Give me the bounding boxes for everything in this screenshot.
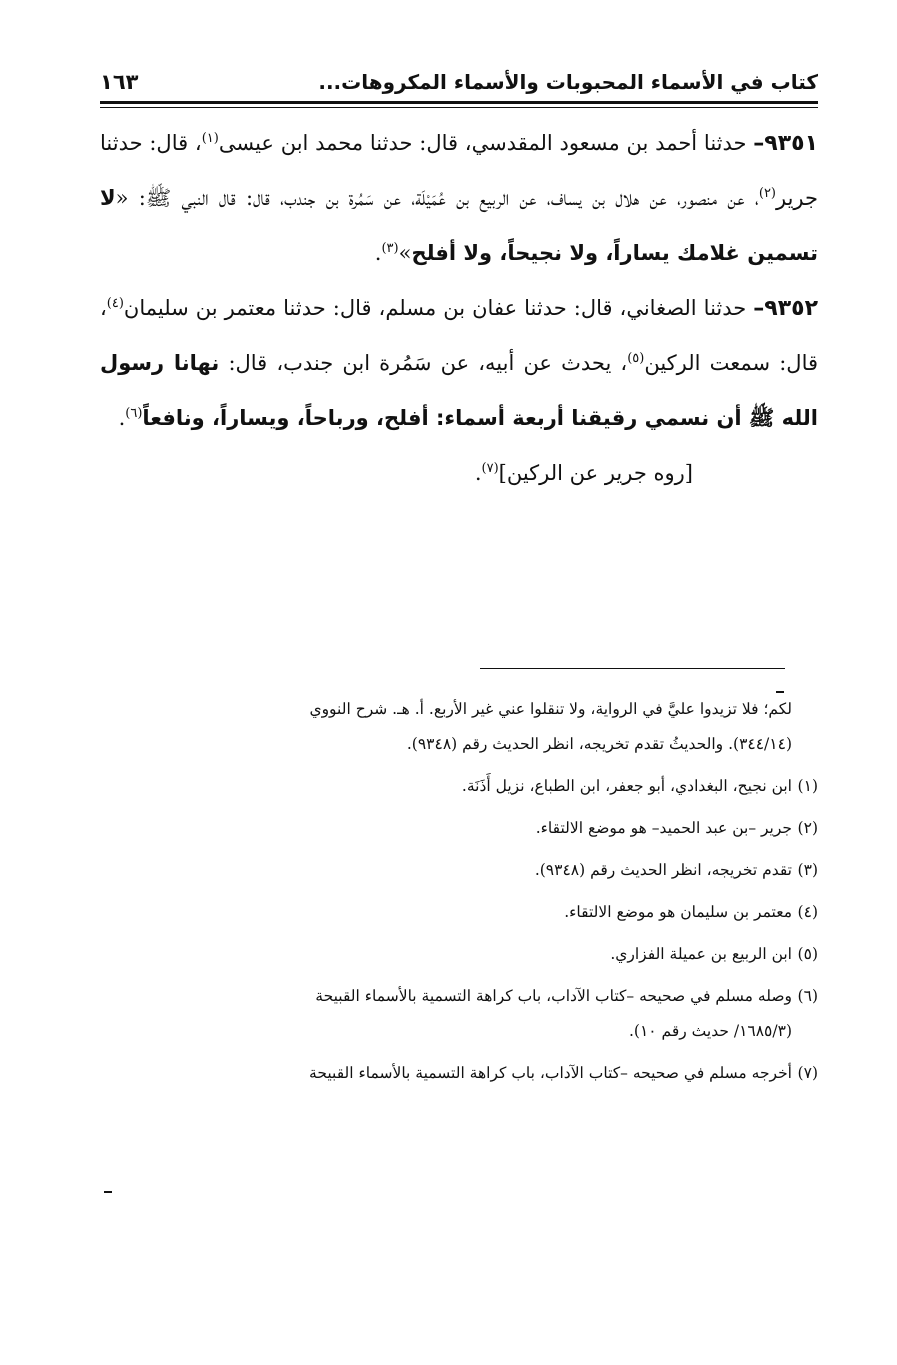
narration-note [100, 446, 818, 501]
hadith-end: . [374, 241, 382, 265]
hadith-text: ، عن منصور، عن هلال بن يساف، عن الربيع بن عُمَيْلَة، عن سَمُرة بن جندب، قال: قال النبي ﷺ: « [115, 186, 759, 210]
footnote-number: (٦) [797, 987, 818, 1005]
hadith-text: حدثنا الصغاني، قال: حدثنا عفان بن مسلم، قال: حدثنا معتمر بن سليمان [123, 296, 754, 320]
footnote-ref: (٥) [627, 351, 645, 366]
narration-end: . [474, 461, 482, 485]
hadith-text: » [398, 241, 412, 265]
footnote-carryover [100, 692, 818, 762]
prophetic-saying: لا تسمين غلامك يساراً، ولا نجيحاً، ولا أفلح [100, 186, 818, 265]
hadith-text: ، قال: حدثنا جرير [100, 131, 818, 210]
footnote-text: جرير –بن عبد الحميد– هو موضع الالتقاء. [535, 819, 792, 837]
footnote-text: تقدم تخريجه، انظر الحديث رقم (٩٣٤٨). [534, 861, 792, 879]
footnote-number: (٧) [797, 1064, 818, 1082]
footnote-number: (٣) [797, 861, 818, 879]
continuation-mark [104, 1191, 112, 1193]
footnote-2 [100, 811, 818, 846]
footnote-separator [480, 668, 785, 669]
footnotes [100, 692, 818, 1098]
footnote-continuation: (١٦٨٥/٣/ حديث رقم ١٠). [628, 1022, 792, 1040]
footnote-6 [100, 979, 818, 1049]
footnote-ref: (٦) [125, 406, 143, 421]
hadith-9351 [100, 116, 818, 281]
hadith-text: حدثنا أحمد بن مسعود المقدسي، قال: حدثنا محمد ابن عيسى [218, 131, 754, 155]
footnote-text: معتمر بن سليمان هو موضع الالتقاء. [564, 903, 792, 921]
footnote-5 [100, 937, 818, 972]
footnote-ref: (١) [201, 131, 219, 146]
footnote-3 [100, 853, 818, 888]
footnote-ref: (٣) [381, 241, 399, 256]
carryover-line: لكم؛ فلا تزيدوا عليَّ في الرواية، ولا تنقلوا عني غير الأربع. أ. هـ. شرح النووي [309, 700, 792, 718]
footnote-7 [100, 1056, 818, 1091]
hadith-text: ، يحدث عن أبيه، عن سَمُرة ابن جندب، قال: [219, 351, 628, 375]
prophetic-saying: نهانا رسول الله ﷺ أن نسمي رقيقنا أربعة أسماء: أفلح، ورباحاً، ويساراً، ونافعاً [100, 351, 818, 430]
hadith-number: ٩٣٥٢– [753, 296, 818, 321]
footnote-ref: (٤) [106, 296, 124, 311]
footnote-number: (٥) [797, 945, 818, 963]
header-title: كتاب في الأسماء المحبوبات والأسماء المكروهات... [318, 70, 818, 94]
footnote-4 [100, 895, 818, 930]
main-text [100, 116, 818, 501]
footnote-1 [100, 769, 818, 804]
footnote-number: (٤) [797, 903, 818, 921]
page-number: ١٦٣ [100, 70, 139, 94]
footnote-number: (١) [797, 777, 818, 795]
hadith-9352 [100, 281, 818, 446]
running-header [100, 70, 818, 100]
hadith-text: ، قال: سمعت الركين [100, 296, 819, 375]
footnote-text: أخرجه مسلم في صحيحه –كتاب الآداب، باب كراهة التسمية بالأسماء القبيحة [309, 1064, 792, 1082]
hadith-number: ٩٣٥١– [753, 131, 818, 156]
footnote-number: (٢) [797, 819, 818, 837]
footnote-ref: (٧) [481, 461, 499, 476]
footnote-text: ابن الربيع بن عميلة الفزاري. [610, 945, 792, 963]
narration-text: [روه جرير عن الركين] [498, 461, 693, 485]
carryover-line: (٣٤٤/١٤). والحديثُ تقدم تخريجه، انظر الحديث رقم (٩٣٤٨). [406, 735, 792, 753]
footnote-ref: (٢) [758, 186, 776, 201]
hadith-end: . [118, 406, 126, 430]
footnote-text: وصله مسلم في صحيحه –كتاب الآداب، باب كراهة التسمية بالأسماء القبيحة [315, 987, 792, 1005]
header-rule-thin [100, 107, 818, 108]
footnote-text: ابن نجيح، البغدادي، أبو جعفر، ابن الطباع، نزيل أَذَنَة. [461, 777, 792, 795]
header-rule-thick [100, 101, 818, 104]
